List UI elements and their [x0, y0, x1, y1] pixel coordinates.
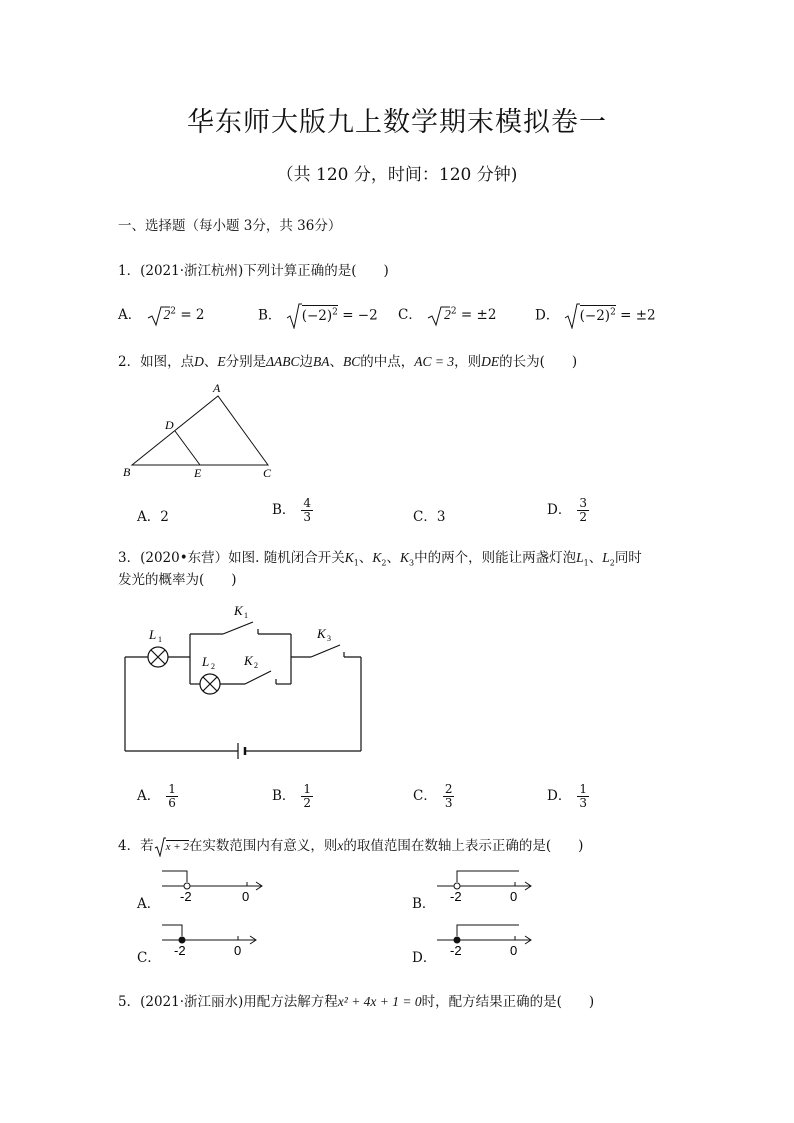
- label-neg2: -2: [180, 889, 192, 904]
- rhs: = ±2: [460, 307, 497, 323]
- triangle-figure: [120, 380, 290, 480]
- fraction: [301, 497, 313, 524]
- option-letter: A．: [137, 788, 161, 804]
- var: x: [337, 838, 344, 853]
- text: 的中点，: [360, 354, 415, 370]
- denominator: 2: [303, 796, 312, 810]
- q5-stem: [118, 990, 594, 1010]
- label-k1: K: [234, 603, 243, 618]
- denominator: 3: [579, 796, 587, 810]
- switch-k1: [223, 622, 253, 634]
- q4-option-d-numberline: [435, 920, 545, 960]
- sqrt-sign-icon: [286, 303, 302, 329]
- label-l2: L: [202, 654, 210, 669]
- equation: x² + 4x + 1 = 0: [337, 994, 422, 1009]
- label-k3: K: [317, 626, 326, 641]
- option-value: 2: [160, 509, 169, 525]
- fraction: [166, 783, 178, 810]
- text: 2．如图，点: [118, 354, 195, 370]
- subscript: 1: [353, 558, 359, 568]
- q3-stem-line1: [118, 546, 642, 568]
- q1-option-b: [258, 303, 378, 329]
- text: 分别是: [225, 354, 267, 370]
- fraction: [301, 783, 313, 810]
- radicand: (−2): [301, 307, 333, 324]
- q4-option-c-numberline: [160, 920, 270, 960]
- q1-stem: 1．(2021·浙江杭州)下列计算正确的是( ): [118, 263, 389, 279]
- denominator: 6: [168, 796, 176, 810]
- text: 同时: [614, 550, 642, 566]
- numerator: 1: [303, 782, 312, 796]
- q3-option-d: [547, 783, 589, 810]
- label-l2-sub: 2: [211, 662, 215, 671]
- radicand: 2: [163, 307, 171, 322]
- numerator: 2: [444, 782, 453, 796]
- exponent: 2: [450, 306, 457, 317]
- option-letter: B．: [272, 502, 296, 518]
- radicand: x + 2: [165, 841, 189, 853]
- text: ，则: [454, 354, 482, 370]
- option-letter: C．: [413, 509, 437, 525]
- label-b: B: [123, 465, 131, 479]
- label-a: A: [213, 381, 221, 395]
- text: 的取值范围在数轴上表示正确的是( ): [343, 838, 584, 854]
- var: AC = 3: [414, 354, 455, 369]
- q3-option-c: [413, 783, 454, 810]
- sqrt-sign-icon: [154, 837, 166, 857]
- exponent: 2: [610, 307, 616, 317]
- fraction: [577, 783, 589, 810]
- radicand: 2: [444, 307, 451, 322]
- numerator: 1: [579, 782, 587, 796]
- label-neg2: -2: [450, 889, 462, 904]
- denominator: 2: [579, 510, 587, 524]
- var: K: [372, 550, 382, 565]
- text: 、: [358, 550, 373, 566]
- q4-option-d-letter: D．: [412, 950, 437, 966]
- q2-option-d: [547, 497, 589, 524]
- q4-option-a-numberline: [160, 866, 270, 906]
- option-letter: B．: [272, 788, 296, 804]
- label-neg2: -2: [450, 943, 462, 958]
- option-letter: C．: [398, 307, 422, 323]
- label-l1: L: [149, 627, 157, 642]
- radicand: (−2): [579, 307, 611, 324]
- q2-option-a: [137, 505, 169, 525]
- text: 、: [386, 550, 400, 566]
- numerator: 3: [579, 496, 587, 510]
- label-c: C: [263, 466, 272, 480]
- text: 4．若: [118, 838, 154, 854]
- label-k1-sub: 1: [244, 611, 248, 620]
- fraction: [443, 783, 455, 810]
- text: 中的两个，则能让两盏灯泡: [414, 550, 577, 566]
- subscript: 3: [409, 558, 415, 568]
- label-l1-sub: 1: [158, 635, 162, 644]
- text: 3．(2020•东营）如图. 随机闭合开关: [118, 550, 345, 566]
- q1-option-c: [398, 303, 496, 327]
- rhs: = 2: [180, 307, 205, 323]
- text: 边: [299, 354, 314, 370]
- q1-option-d: [535, 303, 656, 329]
- radicand-box: [580, 305, 616, 324]
- var: ΔABC: [266, 354, 300, 369]
- label-neg2: -2: [174, 943, 186, 958]
- page-subtitle: （共 120 分，时间：120 分钟): [276, 165, 518, 185]
- text: 时，配方结果正确的是( ): [421, 994, 595, 1010]
- subscript: 1: [583, 558, 589, 568]
- label-zero: 0: [234, 943, 242, 958]
- q1-option-a: [118, 303, 205, 333]
- option-letter: D．: [535, 307, 560, 324]
- var: BC: [343, 354, 361, 369]
- subscript: 2: [381, 558, 387, 568]
- q4-stem: [118, 834, 583, 857]
- sqrt-sign-icon: [564, 303, 580, 329]
- radicand-box: [302, 305, 338, 324]
- denominator: 3: [444, 796, 453, 810]
- triangle-abc: [132, 396, 268, 465]
- option-letter: A．: [137, 509, 161, 525]
- exponent: 2: [332, 307, 338, 317]
- q4-option-a-letter: A．: [137, 896, 161, 912]
- var: E: [217, 354, 226, 369]
- var: DE: [481, 354, 500, 369]
- option-letter: C．: [413, 788, 437, 804]
- q3-option-a: [137, 783, 178, 810]
- option-value: 3: [436, 509, 446, 525]
- q4-option-c-letter: C．: [137, 950, 161, 966]
- q4-option-b-letter: B．: [412, 896, 436, 912]
- text: 、: [203, 354, 218, 370]
- q2-option-c: [413, 505, 445, 525]
- label-zero: 0: [510, 943, 518, 958]
- var: K: [344, 550, 354, 565]
- var: L: [602, 550, 610, 565]
- numerator: 4: [303, 496, 312, 510]
- label-e: E: [194, 466, 202, 480]
- option-letter: D．: [547, 502, 572, 518]
- numerator: 1: [168, 782, 176, 796]
- label-zero: 0: [242, 889, 250, 904]
- label-k2: K: [244, 653, 253, 668]
- fraction: [577, 497, 589, 524]
- page-title: 华东师大版九上数学期末模拟卷一: [187, 107, 607, 138]
- switch-k3: [311, 645, 340, 657]
- text: 的长为( ): [499, 354, 578, 370]
- q2-stem: [118, 350, 577, 370]
- var: BA: [313, 354, 330, 369]
- section-heading: 一、选择题（每小题 3分，共 36分）: [118, 218, 342, 234]
- segment-de: [175, 431, 200, 465]
- denominator: 3: [303, 510, 312, 524]
- var: L: [576, 550, 584, 565]
- label-d: D: [165, 418, 174, 432]
- q4-option-b-numberline: [435, 866, 545, 906]
- q3-option-b: [272, 783, 313, 810]
- rhs: = ±2: [620, 307, 656, 324]
- option-letter: B．: [258, 307, 282, 324]
- label-zero: 0: [510, 889, 518, 904]
- var: D: [194, 354, 204, 369]
- circuit-figure: [118, 597, 378, 767]
- switch-k2: [245, 671, 271, 684]
- var: K: [399, 550, 409, 565]
- text: 在实数范围内有意义，则: [188, 838, 338, 854]
- option-letter: A．: [118, 307, 142, 323]
- rhs: = −2: [342, 307, 378, 324]
- q2-option-b: [272, 497, 313, 524]
- option-letter: D．: [547, 788, 572, 804]
- label-k2-sub: 2: [254, 661, 258, 670]
- exponent: 2: [170, 306, 177, 317]
- text: 5．(2021·浙江丽水)用配方法解方程: [118, 994, 338, 1010]
- label-k3-sub: 3: [327, 634, 331, 643]
- text: 、: [588, 550, 603, 566]
- text: 、: [329, 354, 344, 370]
- subscript: 2: [609, 558, 615, 568]
- q3-stem-line2: 发光的概率为( ): [118, 572, 237, 588]
